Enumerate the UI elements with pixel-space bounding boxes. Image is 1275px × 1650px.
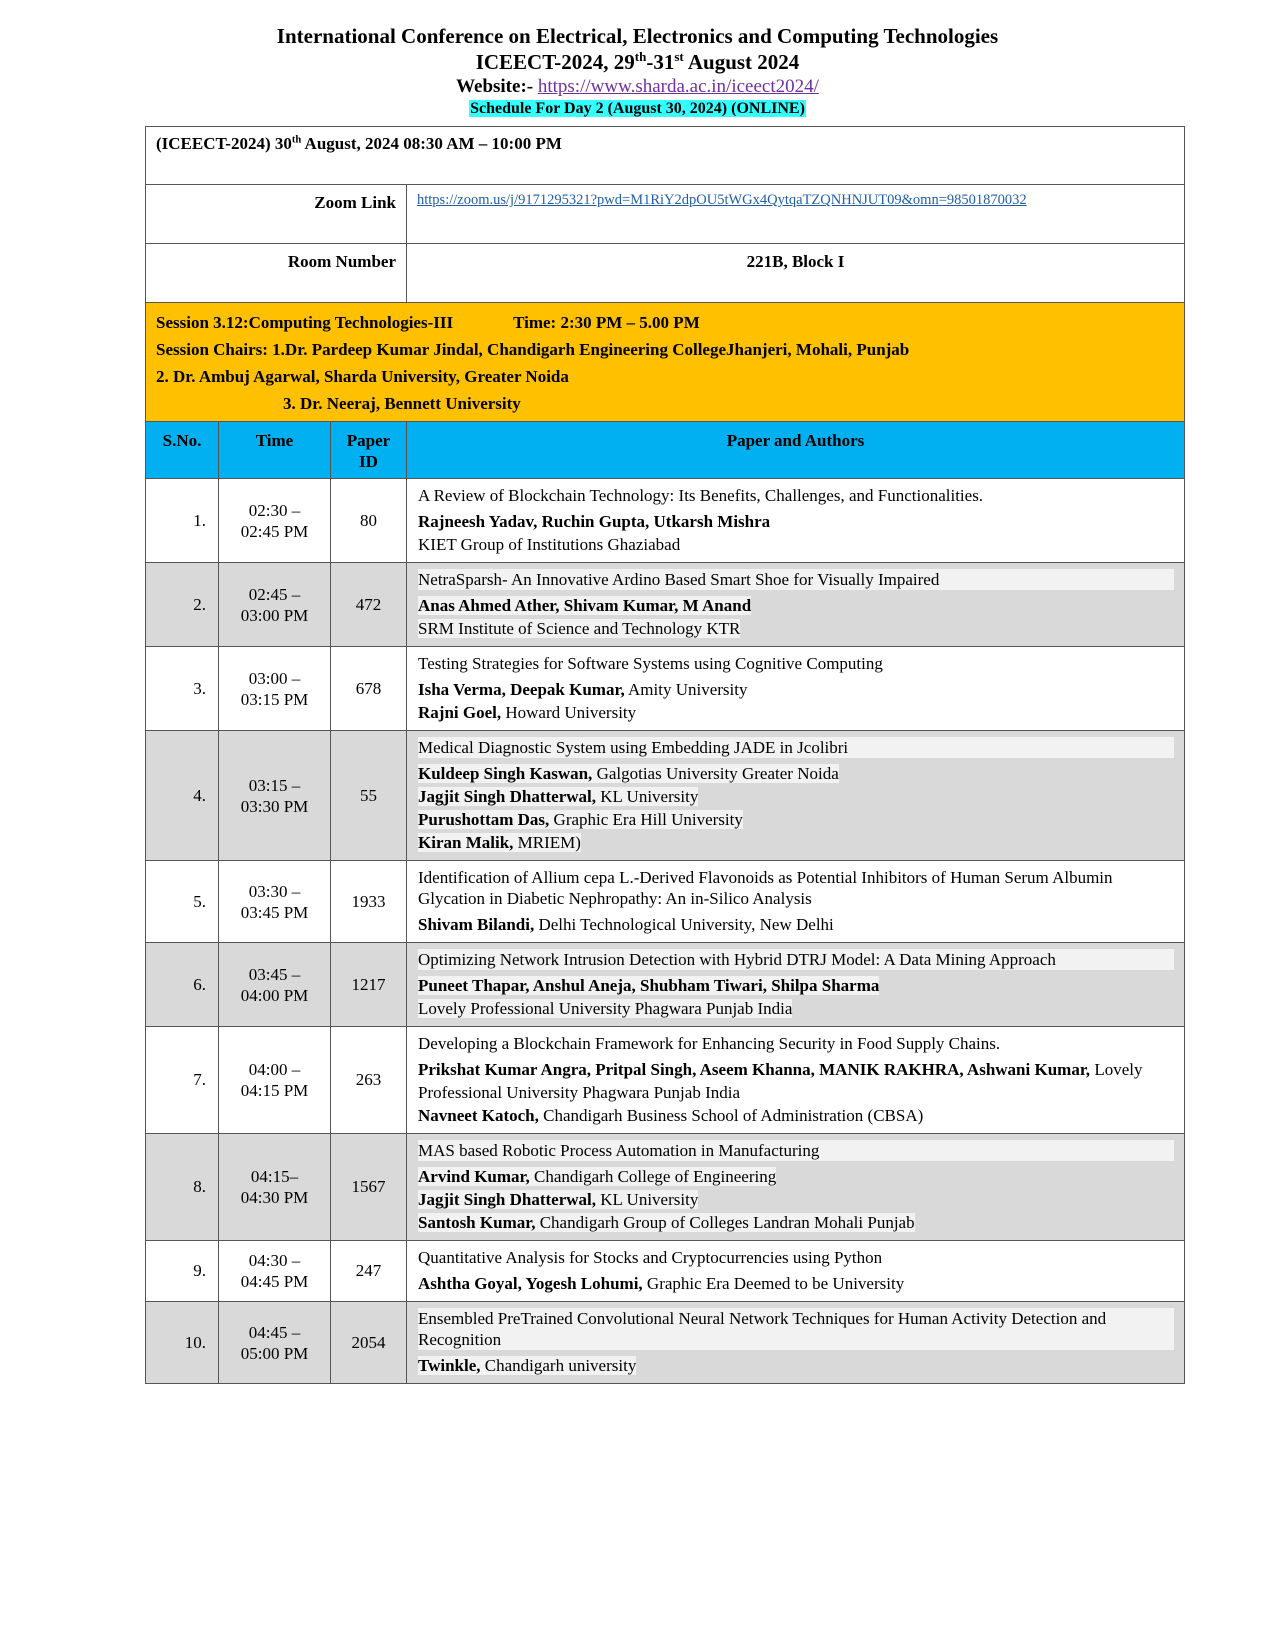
row-sno: 9. bbox=[146, 1241, 219, 1302]
paper-title: Testing Strategies for Software Systems using Cognitive Computing bbox=[418, 654, 883, 673]
paper-title: Identification of Allium cepa L.-Derived Flavonoids as Potential Inhibitors of Human Serum Albumin Glycation in Diabetic Nephropathy: An in-Silico Analysis bbox=[418, 868, 1113, 908]
paper-title: A Review of Blockchain Technology: Its Benefits, Challenges, and Functionalities. bbox=[418, 486, 984, 505]
paper-title: Developing a Blockchain Framework for Enhancing Security in Food Supply Chains. bbox=[418, 1034, 1001, 1053]
row-paper-id: 472 bbox=[331, 563, 407, 647]
author-line bbox=[418, 831, 1174, 854]
author-names: Rajni Goel, bbox=[418, 703, 502, 722]
author-affiliation: Graphic Era Hill University bbox=[549, 810, 743, 829]
website-line bbox=[0, 76, 1275, 98]
date-row bbox=[146, 127, 1185, 185]
row-sno: 8. bbox=[146, 1134, 219, 1241]
row-time: 02:45 – 03:00 PM bbox=[219, 563, 331, 647]
col-paper-authors: Paper and Authors bbox=[407, 422, 1185, 479]
author-line bbox=[418, 997, 1174, 1020]
row-sno: 2. bbox=[146, 563, 219, 647]
paper-title: NetraSparsh- An Innovative Ardino Based Smart Shoe for Visually Impaired bbox=[418, 569, 1174, 590]
row-paper-id: 263 bbox=[331, 1027, 407, 1134]
author-names: Purushottam Das, bbox=[418, 810, 550, 829]
row-time: 04:00 – 04:15 PM bbox=[219, 1027, 331, 1134]
author-names: Rajneesh Yadav, Ruchin Gupta, Utkarsh Mishra bbox=[418, 512, 771, 531]
author-line bbox=[418, 617, 1174, 640]
schedule-table bbox=[145, 126, 1185, 1384]
author-names: Arvind Kumar, bbox=[418, 1167, 530, 1186]
paper-title: Quantitative Analysis for Stocks and Cryptocurrencies using Python bbox=[418, 1248, 883, 1267]
session-chairs-1: Session Chairs: 1.Dr. Pardeep Kumar Jindal, Chandigarh Engineering CollegeJhanjeri, Mohali, Punjab bbox=[156, 340, 910, 359]
author-affiliation: Graphic Era Deemed to be University bbox=[642, 1274, 905, 1293]
zoom-link-cell bbox=[407, 185, 1185, 244]
author-names: Kiran Malik, bbox=[418, 833, 514, 852]
row-paper-id: 1217 bbox=[331, 943, 407, 1027]
row-time: 03:15 – 03:30 PM bbox=[219, 731, 331, 861]
date-cell: (ICEECT-2024) 30th August, 2024 08:30 AM – 10:00 PM bbox=[146, 127, 1185, 185]
author-affiliation: KL University bbox=[596, 1190, 699, 1209]
author-names: Ashtha Goyal, Yogesh Lohumi, bbox=[418, 1274, 643, 1293]
author-names: Shivam Bilandi, bbox=[418, 915, 535, 934]
row-paper bbox=[407, 647, 1185, 731]
column-header-row bbox=[146, 422, 1185, 479]
row-time: 03:30 – 03:45 PM bbox=[219, 861, 331, 943]
conference-title: International Conference on Electrical, Electronics and Computing Technologies bbox=[276, 24, 999, 48]
author-line bbox=[418, 1354, 1174, 1377]
row-time: 04:45 – 05:00 PM bbox=[219, 1302, 331, 1384]
session-title: Session 3.12:Computing Technologies-III bbox=[156, 313, 454, 332]
author-line bbox=[418, 1188, 1174, 1211]
author-affiliation: Chandigarh College of Engineering bbox=[529, 1167, 777, 1186]
author-line bbox=[418, 808, 1174, 831]
row-paper bbox=[407, 1027, 1185, 1134]
room-row bbox=[146, 244, 1185, 303]
author-affiliation: Amity University bbox=[624, 680, 748, 699]
table-row bbox=[146, 479, 1185, 563]
schedule-rows bbox=[146, 479, 1185, 1384]
author-names: Prikshat Kumar Angra, Pritpal Singh, Aseem Khanna, MANIK RAKHRA, Ashwani Kumar, bbox=[418, 1060, 1091, 1079]
row-paper-id: 55 bbox=[331, 731, 407, 861]
website-link[interactable]: https://www.sharda.ac.in/iceect2024/ bbox=[537, 76, 819, 97]
row-paper-id: 1933 bbox=[331, 861, 407, 943]
author-line bbox=[418, 762, 1174, 785]
row-paper bbox=[407, 479, 1185, 563]
table-row bbox=[146, 1241, 1185, 1302]
row-sno: 7. bbox=[146, 1027, 219, 1134]
table-row bbox=[146, 731, 1185, 861]
zoom-label: Zoom Link bbox=[146, 185, 407, 244]
author-line bbox=[418, 1211, 1174, 1234]
author-affiliation: Lovely Professional University Phagwara Punjab India bbox=[418, 999, 793, 1018]
paper-title: Optimizing Network Intrusion Detection with Hybrid DTRJ Model: A Data Mining Approach bbox=[418, 949, 1174, 970]
col-time: Time bbox=[219, 422, 331, 479]
author-names: Navneet Katoch, bbox=[418, 1106, 539, 1125]
row-sno: 4. bbox=[146, 731, 219, 861]
row-paper-id: 80 bbox=[331, 479, 407, 563]
zoom-row bbox=[146, 185, 1185, 244]
row-paper-id: 247 bbox=[331, 1241, 407, 1302]
row-sno: 6. bbox=[146, 943, 219, 1027]
row-sno: 3. bbox=[146, 647, 219, 731]
author-names: Twinkle, bbox=[418, 1356, 481, 1375]
author-affiliation: Chandigarh Business School of Administration (CBSA) bbox=[538, 1106, 924, 1125]
author-affiliation: Chandigarh university bbox=[480, 1356, 637, 1375]
row-paper bbox=[407, 731, 1185, 861]
session-chairs-2: 2. Dr. Ambuj Agarwal, Sharda University, Greater Noida bbox=[156, 367, 569, 386]
room-label: Room Number bbox=[146, 244, 407, 303]
table-row bbox=[146, 1027, 1185, 1134]
table-row bbox=[146, 1302, 1185, 1384]
room-value: 221B, Block I bbox=[407, 244, 1185, 303]
row-time: 04:15– 04:30 PM bbox=[219, 1134, 331, 1241]
author-line bbox=[418, 1272, 1174, 1295]
row-paper bbox=[407, 1302, 1185, 1384]
row-time: 03:00 – 03:15 PM bbox=[219, 647, 331, 731]
table-row bbox=[146, 861, 1185, 943]
author-affiliation: Galgotias University Greater Noida bbox=[592, 764, 839, 783]
row-paper bbox=[407, 861, 1185, 943]
author-affiliation: Chandigarh Group of Colleges Landran Mohali Punjab bbox=[535, 1213, 915, 1232]
paper-title: MAS based Robotic Process Automation in Manufacturing bbox=[418, 1140, 1174, 1161]
row-paper bbox=[407, 563, 1185, 647]
table-row bbox=[146, 647, 1185, 731]
paper-title: Medical Diagnostic System using Embedding JADE in Jcolibri bbox=[418, 737, 1174, 758]
author-names: Kuldeep Singh Kaswan, bbox=[418, 764, 593, 783]
author-line bbox=[418, 1165, 1174, 1188]
col-paper-id: Paper ID bbox=[331, 422, 407, 479]
author-affiliation: SRM Institute of Science and Technology KTR bbox=[418, 619, 741, 638]
author-line bbox=[418, 510, 1174, 533]
author-line bbox=[418, 1058, 1174, 1104]
website-label: Website:- bbox=[456, 76, 534, 97]
author-line bbox=[418, 1104, 1174, 1127]
author-affiliation: KIET Group of Institutions Ghaziabad bbox=[418, 535, 681, 554]
author-affiliation: MRIEM) bbox=[513, 833, 581, 852]
session-chairs-3: 3. Dr. Neeraj, Bennett University bbox=[283, 394, 521, 413]
author-affiliation: Lovely Professional University Phagwara Punjab India bbox=[418, 1060, 1143, 1102]
author-line bbox=[418, 533, 1174, 556]
row-sno: 1. bbox=[146, 479, 219, 563]
row-paper bbox=[407, 1241, 1185, 1302]
author-names: Jagjit Singh Dhatterwal, bbox=[418, 1190, 597, 1209]
table-row bbox=[146, 563, 1185, 647]
paper-title: Ensembled PreTrained Convolutional Neural Network Techniques for Human Activity Detection and Recognition bbox=[418, 1308, 1174, 1350]
row-paper bbox=[407, 1134, 1185, 1241]
author-line bbox=[418, 913, 1174, 936]
author-names: Anas Ahmed Ather, Shivam Kumar, M Anand bbox=[418, 596, 752, 615]
table-row bbox=[146, 1134, 1185, 1241]
row-time: 04:30 – 04:45 PM bbox=[219, 1241, 331, 1302]
author-line bbox=[418, 974, 1174, 997]
row-sno: 5. bbox=[146, 861, 219, 943]
zoom-link[interactable]: https://zoom.us/j/9171295321?pwd=M1RiY2dpOU5tWGx4QytqaTZQNHNJUT09&omn=98501870032 bbox=[417, 192, 1027, 208]
author-names: Puneet Thapar, Anshul Aneja, Shubham Tiwari, Shilpa Sharma bbox=[418, 976, 880, 995]
row-paper-id: 1567 bbox=[331, 1134, 407, 1241]
author-affiliation: Delhi Technological University, New Delhi bbox=[534, 915, 834, 934]
author-names: Santosh Kumar, bbox=[418, 1213, 536, 1232]
author-line bbox=[418, 701, 1174, 724]
schedule-title: Schedule For Day 2 (August 30, 2024) (ONLINE) bbox=[470, 100, 805, 117]
author-names: Isha Verma, Deepak Kumar, bbox=[418, 680, 625, 699]
author-line bbox=[418, 785, 1174, 808]
row-paper-id: 2054 bbox=[331, 1302, 407, 1384]
table-row bbox=[146, 943, 1185, 1027]
session-header bbox=[146, 303, 1185, 422]
row-sno: 10. bbox=[146, 1302, 219, 1384]
row-time: 02:30 – 02:45 PM bbox=[219, 479, 331, 563]
conference-subtitle: ICEECT-2024, 29th-31st August 2024 bbox=[475, 49, 800, 74]
col-sno: S.No. bbox=[146, 422, 219, 479]
session-info bbox=[146, 303, 1185, 422]
author-line bbox=[418, 594, 1174, 617]
row-paper-id: 678 bbox=[331, 647, 407, 731]
row-paper bbox=[407, 943, 1185, 1027]
session-time: Time: 2:30 PM – 5.00 PM bbox=[513, 313, 700, 332]
author-names: Jagjit Singh Dhatterwal, bbox=[418, 787, 597, 806]
row-time: 03:45 – 04:00 PM bbox=[219, 943, 331, 1027]
author-affiliation: Howard University bbox=[501, 703, 637, 722]
author-affiliation: KL University bbox=[596, 787, 699, 806]
author-line bbox=[418, 678, 1174, 701]
